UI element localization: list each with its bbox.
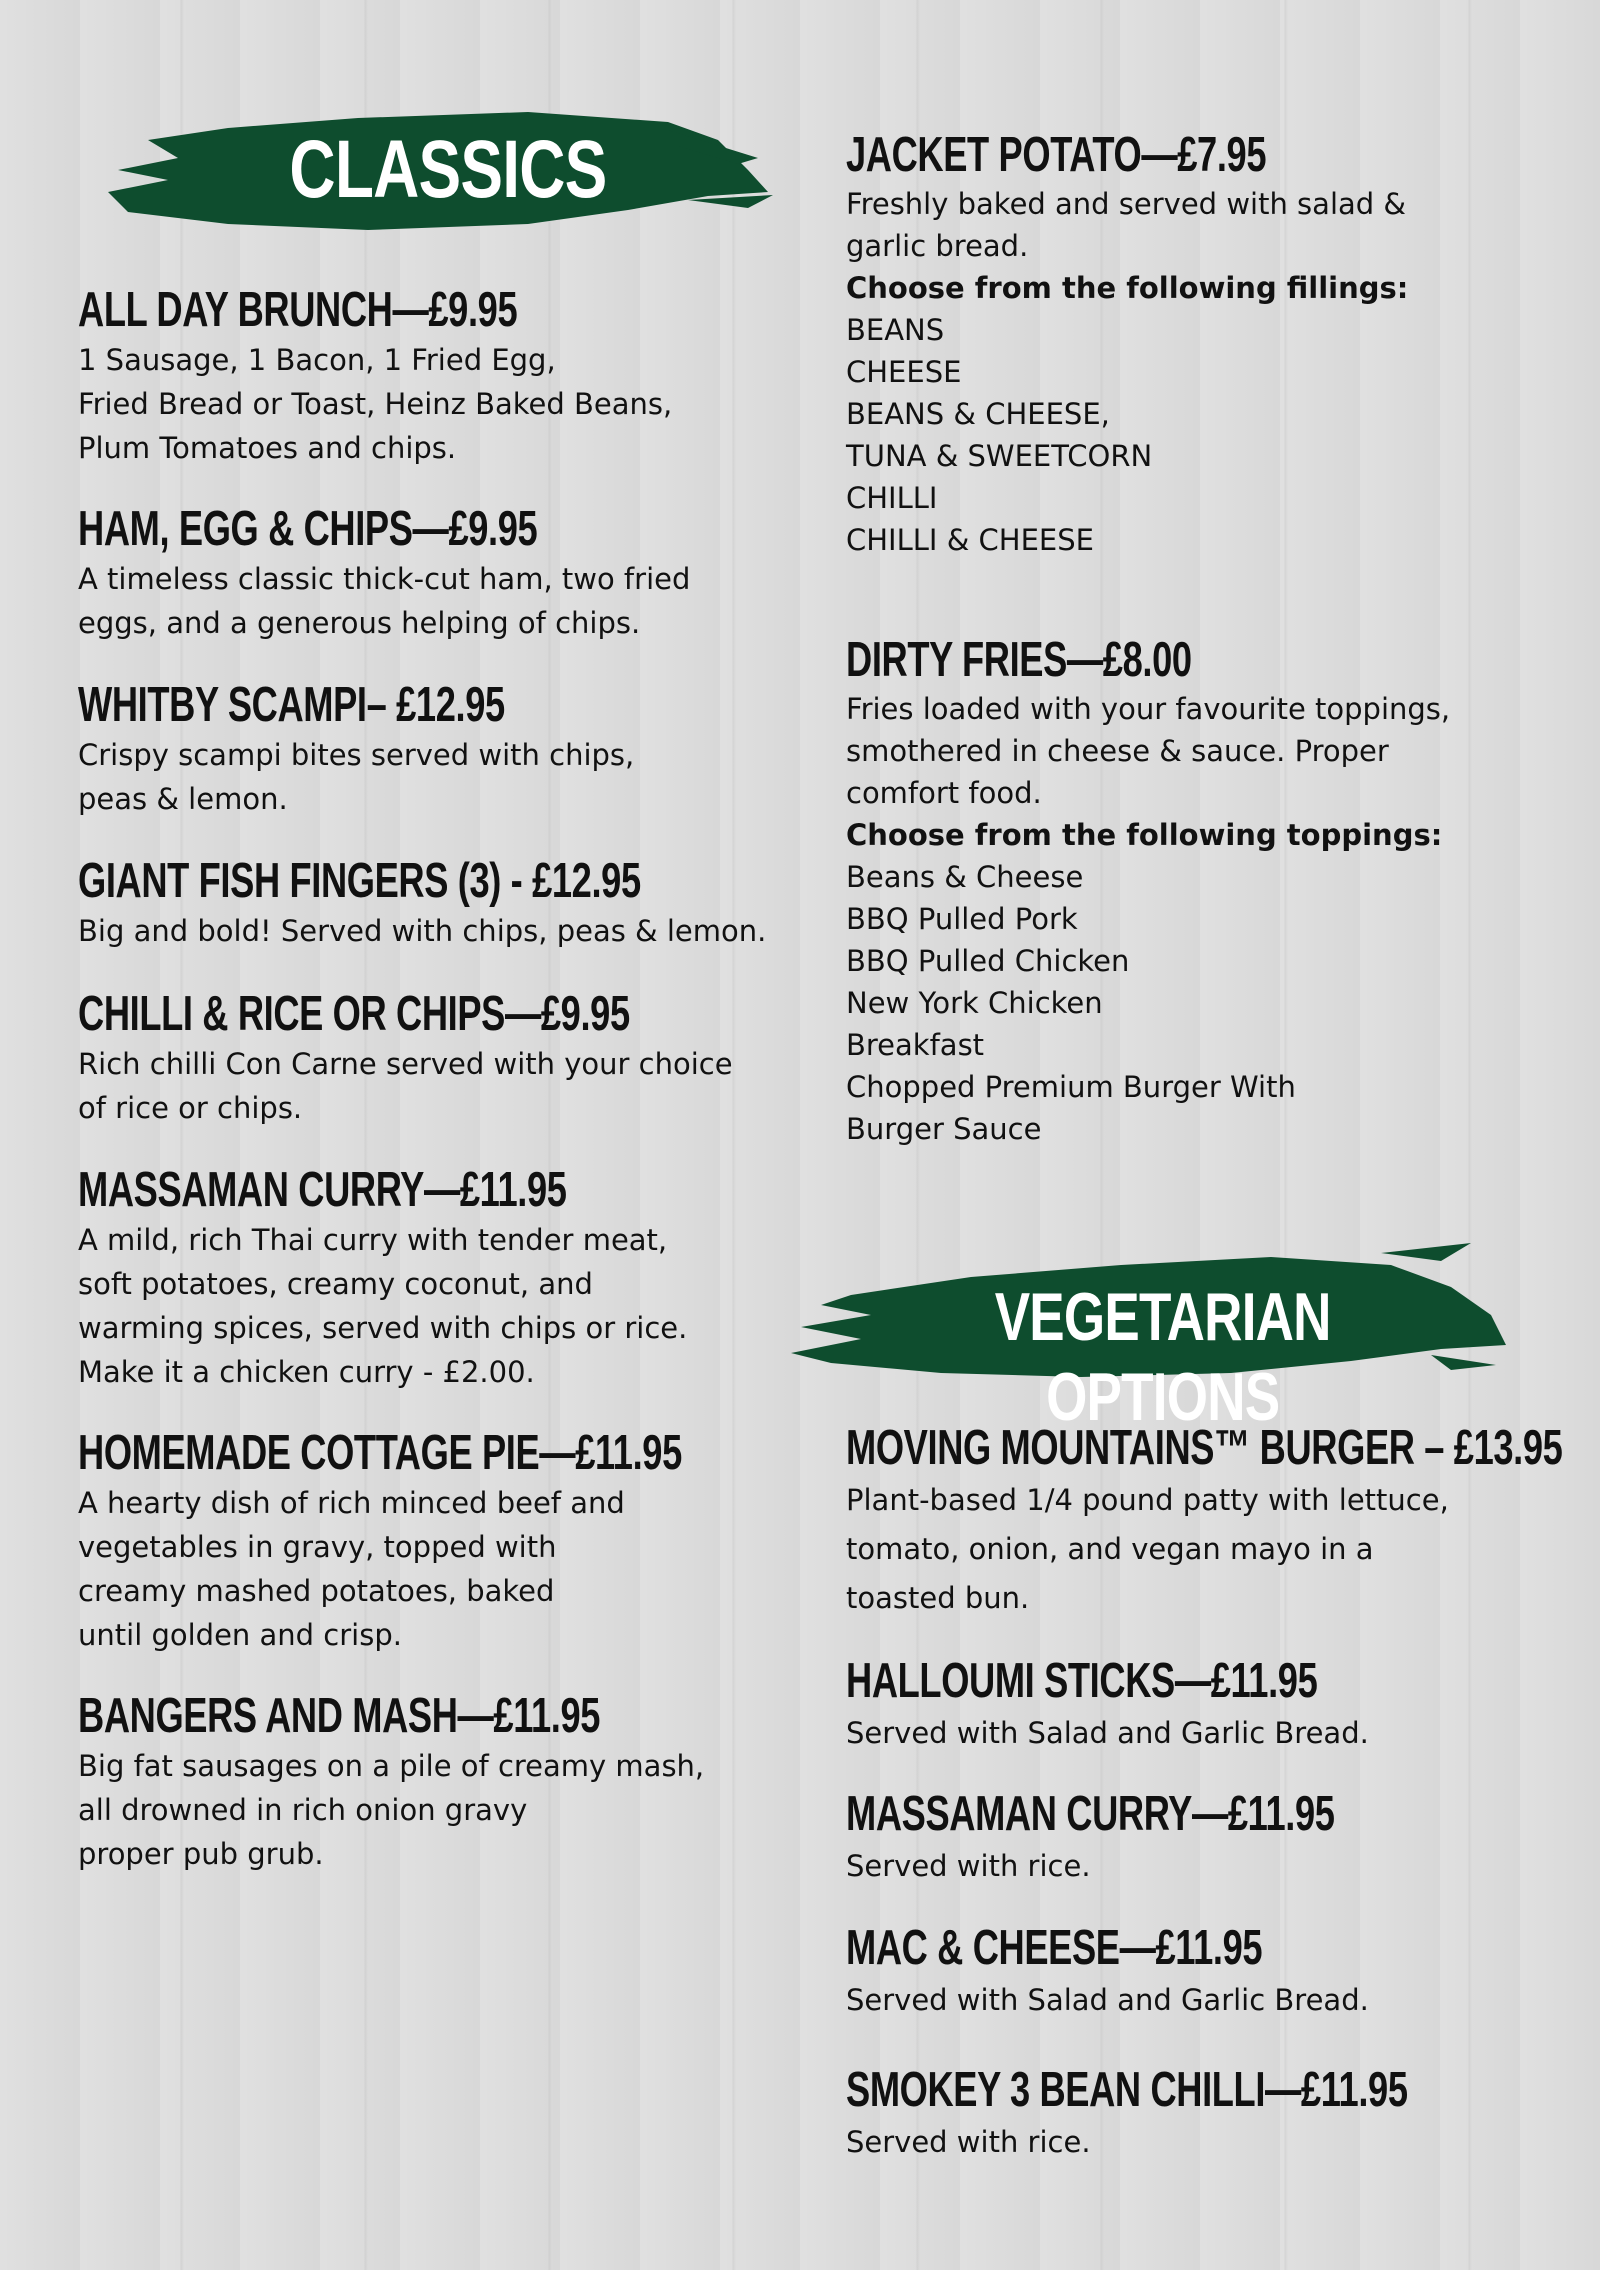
item-description: A hearty dish of rich minced beef and vegetables in gravy, topped with creamy mashed potatoes, baked until golden and crisp. xyxy=(78,1486,625,1652)
item-title: MOVING MOUNTAINS™ BURGER – £13.95 xyxy=(846,1421,1563,1475)
filling-option: TUNA & SWEETCORN xyxy=(846,439,1153,473)
filling-option: BEANS & CHEESE, xyxy=(846,397,1110,431)
menu-item xyxy=(78,501,818,645)
topping-option: BBQ Pulled Chicken xyxy=(846,944,1130,978)
item-title: GIANT FISH FINGERS (3) - £12.95 xyxy=(78,854,641,908)
menu-item xyxy=(78,677,818,821)
item-description: Crispy scampi bites served with chips, peas & lemon. xyxy=(78,738,635,816)
menu-item xyxy=(78,1425,818,1657)
classics-heading: CLASSICS xyxy=(289,124,607,215)
filling-option: BEANS xyxy=(846,313,945,347)
item-description: Rich chilli Con Carne served with your choice of rice or chips. xyxy=(78,1047,733,1125)
item-description: Served with Salad and Garlic Bread. xyxy=(846,1983,1369,2017)
item-description: 1 Sausage, 1 Bacon, 1 Fried Egg, Fried Bread or Toast, Heinz Baked Beans, Plum Tomatoes and chips. xyxy=(78,343,673,465)
menu-item xyxy=(78,853,818,953)
topping-option: Breakfast xyxy=(846,1028,985,1062)
item-description: Served with Salad and Garlic Bread. xyxy=(846,1716,1369,1750)
toppings-heading: Choose from the following toppings: xyxy=(846,818,1443,852)
item-title: MASSAMAN CURRY—£11.95 xyxy=(78,1163,567,1217)
menu-item xyxy=(846,1920,1566,2025)
menu-item xyxy=(846,1786,1566,1891)
item-description: Big and bold! Served with chips, peas & lemon. xyxy=(78,914,767,948)
item-title: BANGERS AND MASH—£11.95 xyxy=(78,1689,601,1743)
topping-option: New York Chicken xyxy=(846,986,1103,1020)
item-description: A timeless classic thick-cut ham, two fried eggs, and a generous helping of chips. xyxy=(78,562,691,640)
filling-option: CHEESE xyxy=(846,355,962,389)
item-title: SMOKEY 3 BEAN CHILLI—£11.95 xyxy=(846,2063,1408,2117)
item-title: WHITBY SCAMPI– £12.95 xyxy=(78,678,505,732)
item-title: HALLOUMI STICKS—£11.95 xyxy=(846,1654,1318,1708)
item-title: JACKET POTATO—£7.95 xyxy=(846,128,1267,182)
item-description: A mild, rich Thai curry with tender meat, soft potatoes, creamy coconut, and warming spices, served with chips or rice. Make it a chicken curry - £2.00. xyxy=(78,1223,688,1389)
item-description: Plant-based 1/4 pound patty with lettuce, tomato, onion, and vegan mayo in a toasted bun. xyxy=(846,1483,1449,1615)
item-description: Big fat sausages on a pile of creamy mash, all drowned in rich onion gravy proper pub grub. xyxy=(78,1749,705,1871)
item-title: HAM, EGG & CHIPS—£9.95 xyxy=(78,502,538,556)
classics-banner xyxy=(108,100,788,240)
vegetarian-banner xyxy=(791,1235,1511,1435)
topping-option: Beans & Cheese xyxy=(846,860,1084,894)
menu-item xyxy=(78,986,818,1130)
item-title: DIRTY FRIES—£8.00 xyxy=(846,633,1192,687)
item-description: Freshly baked and served with salad & garlic bread. xyxy=(846,187,1407,263)
item-description: Fries loaded with your favourite toppings, smothered in cheese & sauce. Proper comfort food. xyxy=(846,692,1451,810)
filling-option: CHILLI & CHEESE xyxy=(846,523,1094,557)
menu-item xyxy=(846,1420,1566,1623)
topping-option: BBQ Pulled Pork xyxy=(846,902,1078,936)
menu-item-dirty-fries xyxy=(846,632,1566,1150)
topping-option: Chopped Premium Burger With xyxy=(846,1070,1296,1104)
menu-item-jacket-potato xyxy=(846,127,1566,561)
menu-item xyxy=(846,1653,1566,1758)
fillings-heading: Choose from the following fillings: xyxy=(846,271,1409,305)
menu-item xyxy=(78,1162,818,1394)
vegetarian-heading: VEGETARIAN OPTIONS xyxy=(994,1279,1331,1435)
item-title: HOMEMADE COTTAGE PIE—£11.95 xyxy=(78,1426,682,1480)
item-description: Served with rice. xyxy=(846,1849,1091,1883)
item-title: MAC & CHEESE—£11.95 xyxy=(846,1921,1263,1975)
item-title: MASSAMAN CURRY—£11.95 xyxy=(846,1787,1335,1841)
menu-item xyxy=(78,1688,818,1876)
menu-item xyxy=(846,2062,1566,2167)
item-description: Served with rice. xyxy=(846,2125,1091,2159)
menu-item xyxy=(78,282,818,470)
filling-option: CHILLI xyxy=(846,481,938,515)
topping-option: Burger Sauce xyxy=(846,1112,1042,1146)
item-title: CHILLI & RICE OR CHIPS—£9.95 xyxy=(78,987,630,1041)
item-title: ALL DAY BRUNCH—£9.95 xyxy=(78,283,518,337)
